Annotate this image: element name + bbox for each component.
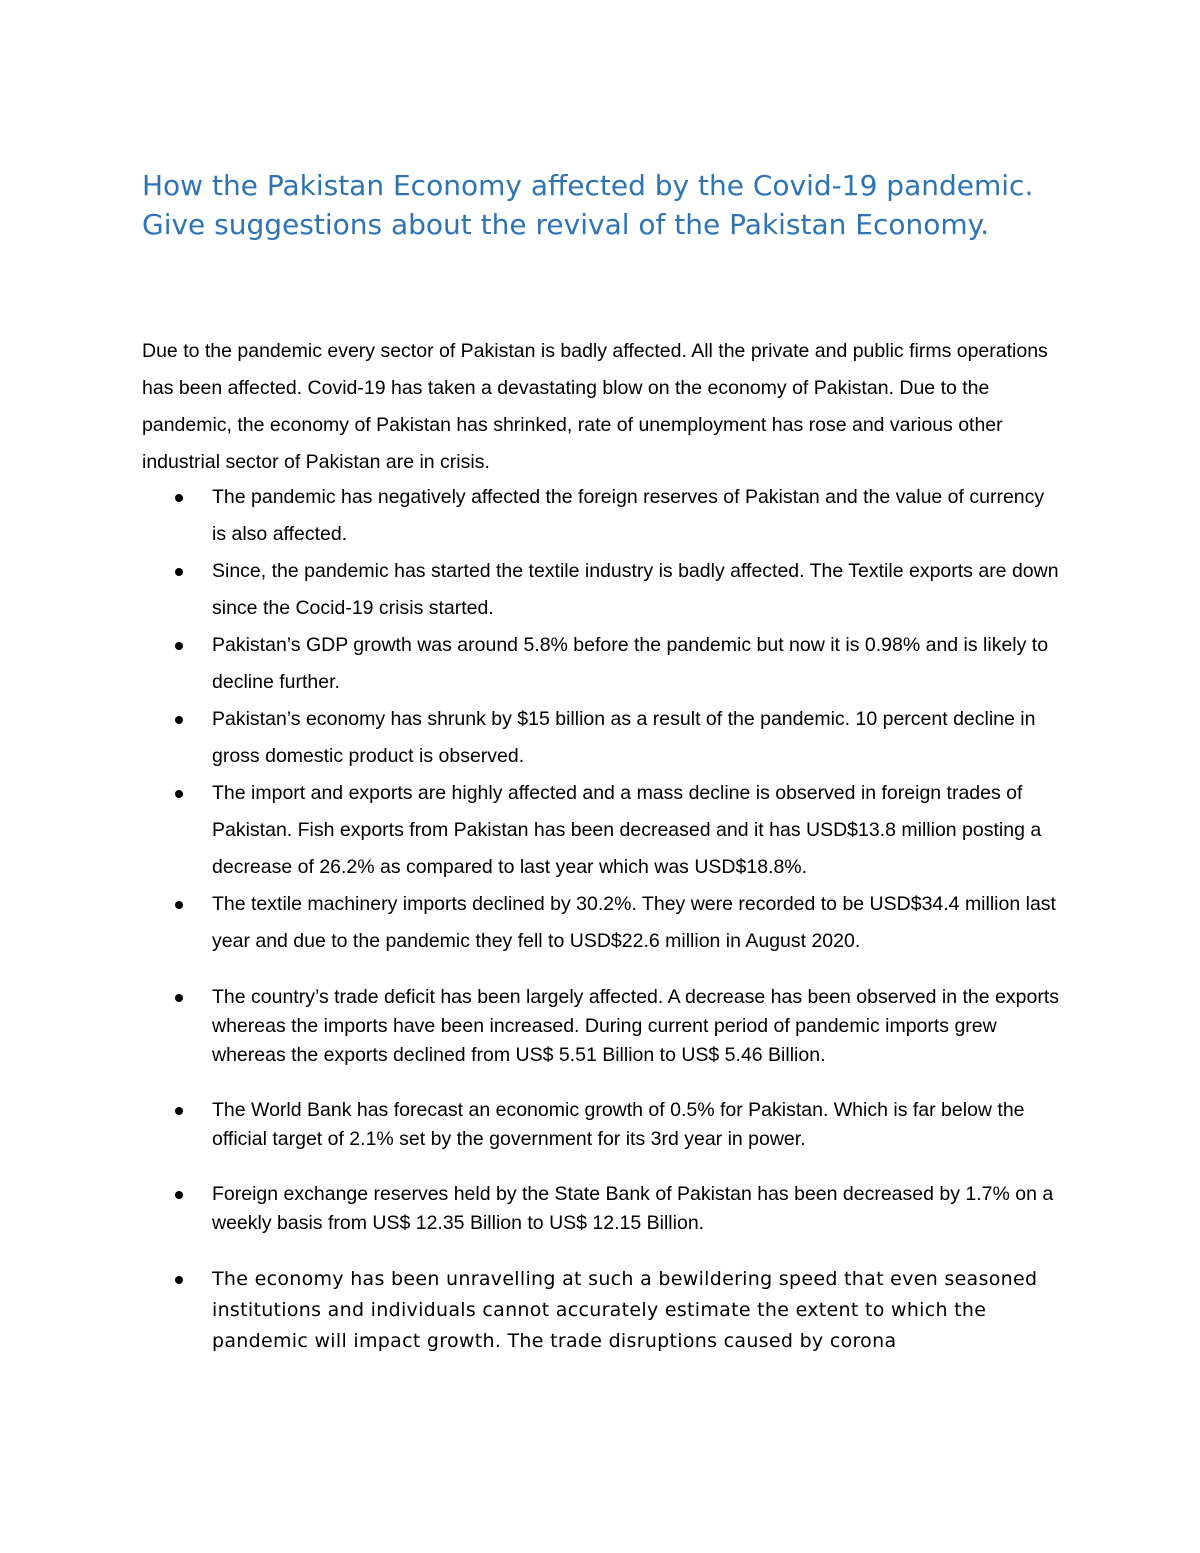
bullet-item <box>0 1180 1062 1238</box>
bullet-item <box>0 886 1062 960</box>
bullet-icon <box>175 1276 183 1284</box>
bullet-item <box>0 553 1062 627</box>
bullet-item <box>0 1264 1062 1357</box>
bullet-icon <box>175 494 183 502</box>
bullet-list <box>0 479 1200 1357</box>
document-title: How the Pakistan Economy affected by the Covid-19 pandemic. Give suggestions about the revival of the Pakistan Economy. <box>142 169 1034 241</box>
intro-paragraph: Due to the pandemic every sector of Pakistan is badly affected. All the private and public firms operations has been affected. Covid-19 has taken a devastating blow on the economy of Pakistan. Due to the pandemic, the economy of Pakistan has shrinked, rate of unemployment has rose and various other industrial sector of Pakistan are in crisis. <box>142 340 1048 473</box>
bullet-icon <box>175 568 183 576</box>
bullet-item <box>0 627 1062 701</box>
bullet-icon <box>175 790 183 798</box>
bullet-item <box>0 983 1062 1070</box>
bullet-text: The country’s trade deficit has been largely affected. A decrease has been observed in the exports whereas the imports have been increased. During current period of pandemic imports grew whereas the exports declined from US$ 5.51 Billion to US$ 5.46 Billion. <box>212 986 1059 1066</box>
bullet-icon <box>175 901 183 909</box>
bullet-text: The World Bank has forecast an economic growth of 0.5% for Pakistan. Which is far below the official target of 2.1% set by the government for its 3rd year in power. <box>212 1099 1025 1150</box>
bullet-icon <box>175 994 183 1002</box>
bullet-text: The pandemic has negatively affected the foreign reserves of Pakistan and the value of currency is also affected. <box>212 486 1045 545</box>
bullet-text: Pakistan’s economy has shrunk by $15 billion as a result of the pandemic. 10 percent decline in gross domestic product is observed. <box>212 708 1036 767</box>
bullet-icon <box>175 642 183 650</box>
bullet-text: Pakistan’s GDP growth was around 5.8% before the pandemic but now it is 0.98% and is likely to decline further. <box>212 634 1049 693</box>
bullet-text: The textile machinery imports declined by 30.2%. They were recorded to be USD$34.4 million last year and due to the pandemic they fell to USD$22.6 million in August 2020. <box>212 893 1056 952</box>
bullet-text: The economy has been unravelling at such a bewildering speed that even seasoned institutions and individuals cannot accurately estimate the extent to which the pandemic will impact growth. The trade disruptions caused by corona <box>212 1268 1038 1352</box>
bullet-item <box>0 701 1062 775</box>
bullet-icon <box>175 716 183 724</box>
bullet-item <box>0 775 1062 886</box>
bullet-text: Since, the pandemic has started the textile industry is badly affected. The Textile exports are down since the Cocid-19 crisis started. <box>212 560 1059 619</box>
bullet-item <box>0 1096 1062 1154</box>
bullet-text: Foreign exchange reserves held by the State Bank of Pakistan has been decreased by 1.7% on a weekly basis from US$ 12.35 Billion to US$ 12.15 Billion. <box>212 1183 1054 1234</box>
bullet-text: The import and exports are highly affected and a mass decline is observed in foreign trades of Pakistan. Fish exports from Pakistan has been decreased and it has USD$13.8 million posting a decrease of 26.2% as compared to last year which was USD$18.8%. <box>212 782 1042 878</box>
bullet-item <box>0 479 1062 553</box>
bullet-icon <box>175 1107 183 1115</box>
bullet-icon <box>175 1191 183 1199</box>
